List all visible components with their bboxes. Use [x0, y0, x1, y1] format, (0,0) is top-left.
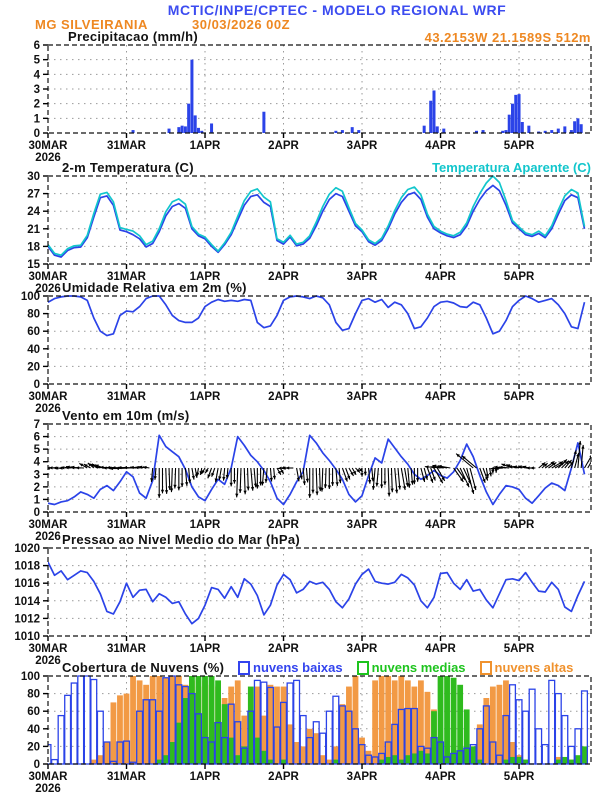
temperature-chart — [0, 171, 612, 295]
cloud-bar-orange — [294, 742, 300, 764]
apparent-temperature-label: Temperatura Aparente (C) — [432, 160, 591, 175]
cloud-bar-green — [163, 755, 169, 764]
cloud-bar-green — [562, 757, 568, 764]
wind-chart — [0, 419, 612, 543]
cloud-bar-green — [261, 751, 267, 764]
x-tick-label: 31MAR — [107, 643, 146, 655]
plot-frame — [48, 548, 591, 636]
wind-arrowhead — [364, 472, 367, 476]
y-tick-label: 20 — [27, 741, 40, 754]
cloud-bar-green — [228, 738, 234, 764]
plot-frame — [48, 296, 591, 384]
wind-arrowhead — [165, 490, 168, 494]
cloud-bar-orange — [326, 760, 332, 764]
cloud-bar-green — [379, 760, 385, 764]
wind-arrowhead — [123, 466, 127, 469]
high-clouds-swatch-icon — [480, 661, 492, 675]
cloud-bar-green — [202, 676, 208, 764]
cloud-bar-orange — [379, 676, 385, 764]
x-tick-label: 3APR — [346, 643, 378, 655]
x-tick-label: 1APR — [189, 771, 221, 783]
x-tick-label: 2APR — [268, 643, 299, 655]
precipitation-chart — [0, 40, 612, 164]
cloud-bar-green — [281, 760, 287, 764]
x-tick-label: 3APR — [346, 271, 378, 283]
cloud-bar-low — [549, 680, 555, 764]
cloud-bar-orange — [483, 698, 489, 764]
wind-arrowhead — [331, 482, 334, 486]
cloud-bar-green — [477, 760, 483, 764]
line-blue — [48, 296, 585, 336]
x-tick-label: 3APR — [346, 771, 378, 783]
cloud-bar-low — [58, 716, 64, 764]
x-tick-label: 31MAR — [107, 271, 146, 283]
y-tick-label: 1 — [33, 113, 40, 126]
x-tick-label: 5APR — [503, 391, 535, 403]
x-tick-label: 30MAR — [28, 519, 68, 531]
cloud-bar-orange — [353, 676, 359, 764]
cloud-bar-orange — [339, 704, 345, 764]
wind-arrowhead — [320, 488, 323, 492]
cloud-bar-orange — [300, 746, 306, 764]
cloud-bar-green — [555, 760, 561, 764]
cloud-bar-green — [222, 704, 228, 764]
precip-bar — [351, 127, 354, 133]
cloud-bar-green — [464, 709, 470, 764]
y-tick-label: 1016 — [14, 578, 40, 591]
cloud-bar-green — [516, 757, 522, 764]
wind-arrow — [316, 468, 317, 495]
series-group — [42, 435, 595, 504]
y-tick-label: 24 — [27, 206, 40, 219]
wind-arrowhead — [495, 469, 498, 473]
y-tick-label: 40 — [27, 343, 40, 356]
wind-arrowhead — [230, 483, 233, 487]
wind-arrowhead — [235, 494, 238, 498]
y-tick-label: 0 — [33, 507, 40, 519]
x-tick-label: 5APR — [503, 519, 535, 531]
wind-arrowhead — [391, 489, 394, 493]
precip-bar — [521, 122, 524, 133]
wind-arrowhead — [530, 466, 534, 469]
cloud-bar-green — [189, 676, 195, 764]
panel-title-clouds: Cobertura de Nuvens (%) — [62, 660, 225, 675]
cloud-bar-orange — [372, 680, 378, 764]
wind-arrow — [467, 468, 474, 494]
wind-arrowhead — [158, 494, 161, 498]
wind-arrowhead — [233, 480, 236, 484]
cloud-bar-low — [523, 711, 529, 764]
low-clouds-swatch-icon — [238, 661, 250, 675]
wind-arrowhead — [387, 493, 390, 497]
y-tick-label: 4 — [33, 69, 40, 82]
wind-arrow — [237, 468, 238, 497]
wind-arrowhead — [345, 478, 348, 482]
cloud-bar-orange — [503, 680, 509, 764]
wind-arrowhead — [380, 485, 383, 489]
x-tick-label: 30MAR — [28, 391, 68, 403]
humidity-chart — [0, 291, 612, 415]
x-tick-label: 31MAR — [107, 519, 146, 531]
cloud-bar-low — [529, 689, 535, 764]
y-tick-label: 80 — [27, 688, 40, 701]
x-tick-label: 30MAR — [28, 643, 68, 655]
precip-bar — [518, 94, 521, 133]
cloud-bar-orange — [117, 695, 123, 764]
wind-arrow — [42, 468, 48, 469]
x-tick-label: 1APR — [189, 140, 221, 152]
wind-arrowhead — [430, 479, 433, 483]
y-tick-label: 27 — [27, 188, 40, 201]
cloud-bar-orange — [490, 687, 496, 764]
x-tick-label: 2APR — [268, 519, 299, 531]
cloud-bar-green — [196, 676, 202, 764]
cloud-bar-low — [562, 716, 568, 764]
wind-arrowhead — [177, 487, 180, 491]
wind-arrowhead — [103, 466, 107, 469]
cloud-bar-low — [65, 695, 71, 764]
cloud-bar-green — [182, 698, 188, 764]
precip-bar — [436, 126, 439, 133]
cloud-bar-orange — [411, 687, 417, 764]
x-tick-label: 5APR — [503, 771, 535, 783]
x-tick-year-label: 2026 — [35, 283, 61, 295]
wind-arrow — [244, 468, 245, 494]
cloud-bar-orange — [425, 692, 431, 764]
legend-item-low-clouds — [238, 660, 343, 675]
wind-arrowhead — [247, 487, 250, 491]
y-tick-label: 15 — [27, 259, 40, 271]
cloud-bar-low — [71, 683, 77, 764]
precip-bar — [563, 126, 566, 133]
cloud-bar-green — [392, 755, 398, 764]
panel-title-temperature: 2-m Temperatura (C) — [62, 160, 194, 175]
precip-bar — [423, 126, 426, 133]
page-title: MCTIC/INPE/CPTEC - MODELO REGIONAL WRF — [167, 2, 507, 18]
cloud-bar-orange — [307, 729, 313, 764]
x-tick-year-label: 2026 — [35, 152, 61, 164]
cloud-bar-green — [248, 687, 254, 764]
wind-arrowhead — [360, 473, 363, 477]
cloud-bar-green — [418, 751, 424, 764]
series-group — [48, 176, 585, 257]
cloud-bar-green — [333, 760, 339, 764]
wind-arrowhead — [324, 484, 327, 488]
cloud-bar-orange — [97, 755, 103, 764]
precip-bar — [508, 115, 511, 133]
x-tick-label: 31MAR — [107, 140, 146, 152]
x-tick-label: 2APR — [268, 140, 299, 152]
y-tick-label: 1 — [33, 494, 40, 507]
cloud-bar-orange — [359, 738, 365, 764]
y-tick-label: 6 — [33, 431, 40, 444]
cloud-bar-orange — [156, 676, 162, 764]
x-tick-label: 5APR — [503, 140, 535, 152]
y-tick-label: 7 — [33, 419, 40, 431]
cloud-bar-green — [510, 757, 516, 764]
y-tick-label: 60 — [27, 706, 40, 719]
cloud-bar-orange — [268, 685, 274, 764]
cloud-bar-green — [268, 760, 274, 764]
wind-arrow — [240, 468, 241, 493]
panel-title-humidity: Umidade Relativa em 2m (%) — [62, 280, 247, 295]
x-tick-label: 30MAR — [28, 140, 68, 152]
x-tick-label: 5APR — [503, 643, 535, 655]
cloud-bar-orange — [143, 685, 149, 764]
x-tick-label: 1APR — [189, 391, 221, 403]
legend-label-mid: nuvens medias — [371, 660, 466, 675]
precip-bar — [442, 129, 445, 133]
cloud-bar-orange — [385, 676, 391, 764]
cloud-bar-orange — [320, 755, 326, 764]
y-tick-label: 3 — [33, 84, 40, 96]
plot-area — [48, 296, 591, 384]
cloud-bar-green — [457, 685, 463, 764]
panel-title-wind: Vento em 10m (m/s) — [62, 408, 190, 423]
cloud-bar-orange — [274, 687, 280, 764]
y-tick-label: 30 — [27, 171, 40, 183]
x-tick-label: 2APR — [268, 391, 299, 403]
cloud-bar-orange — [346, 687, 352, 764]
mid-clouds-swatch-icon — [357, 661, 369, 675]
cloud-bar-low — [91, 680, 97, 764]
y-tick-label: 1010 — [14, 631, 40, 643]
precip-bar — [432, 90, 435, 133]
cloud-bar-green — [575, 755, 581, 764]
precip-bar — [181, 126, 184, 133]
y-tick-label: 1018 — [14, 560, 40, 573]
legend-label-high: nuvens altas — [494, 660, 574, 675]
cloud-bar-green — [176, 723, 182, 764]
x-tick-label: 5APR — [503, 271, 535, 283]
cloud-bar-orange — [137, 680, 143, 764]
precip-bar — [197, 128, 200, 133]
cloud-bar-green — [405, 755, 411, 764]
series-group — [48, 562, 585, 624]
cloud-bar-green — [568, 760, 574, 764]
precip-bar — [527, 126, 530, 133]
cloud-bar-orange — [150, 676, 156, 764]
wind-arrowhead — [311, 490, 314, 494]
wind-arrow — [395, 468, 397, 493]
wind-arrowhead — [208, 474, 211, 478]
cloud-bar-green — [425, 753, 431, 764]
x-tick-label: 4APR — [425, 643, 456, 655]
wind-arrowhead — [173, 485, 176, 489]
cloud-bar-orange — [477, 724, 483, 764]
y-tick-label: 6 — [33, 40, 40, 52]
y-tick-label: 2 — [33, 98, 40, 111]
station-coordinates: 43.2153W 21.1589S 512m — [424, 30, 591, 45]
cloud-bar-orange — [104, 742, 110, 764]
plot-area — [48, 548, 591, 636]
cloud-bar-orange — [287, 724, 293, 764]
x-tick-label: 1APR — [189, 271, 221, 283]
cloud-bar-low — [326, 711, 332, 764]
x-tick-label: 30MAR — [28, 271, 68, 283]
x-tick-year-label: 2026 — [35, 403, 61, 415]
wind-arrowhead — [347, 476, 350, 480]
y-tick-label: 60 — [27, 326, 40, 339]
wind-arrowhead — [308, 494, 311, 498]
precip-bar — [168, 129, 171, 133]
cloud-bar-green — [523, 760, 529, 764]
cloud-bar-green — [438, 676, 444, 764]
x-tick-label: 3APR — [346, 519, 378, 531]
x-tick-year-label: 2026 — [35, 783, 61, 792]
precip-bar — [262, 112, 265, 133]
precip-bar — [429, 101, 432, 133]
wind-arrowhead — [383, 481, 386, 485]
y-tick-label: 2 — [33, 481, 40, 494]
precip-bar — [187, 104, 190, 133]
x-tick-label: 3APR — [346, 140, 378, 152]
cloud-bar-green — [582, 746, 588, 764]
cloud-bar-orange — [111, 702, 117, 764]
cloud-bar-green — [398, 760, 404, 764]
cloud-bar-orange — [313, 733, 319, 764]
cloud-bar-orange — [497, 685, 503, 764]
precip-bar — [194, 115, 197, 133]
x-tick-label: 2APR — [268, 771, 299, 783]
cloud-bar-orange — [392, 680, 398, 764]
line-cyan — [48, 176, 585, 255]
wind-arrowhead — [170, 488, 173, 492]
cloud-bar-green — [241, 746, 247, 764]
y-tick-label: 5 — [33, 444, 40, 457]
precip-bar — [210, 123, 213, 133]
cloud-bar-green — [385, 757, 391, 764]
y-tick-label: 100 — [20, 671, 40, 683]
y-tick-label: 40 — [27, 723, 40, 736]
wind-arrowhead — [211, 473, 214, 477]
y-tick-label: 0 — [33, 379, 40, 391]
panel-title-pressure: Pressao ao Nivel Medio do Mar (hPa) — [62, 532, 301, 547]
cloud-bar-green — [503, 760, 509, 764]
precip-bar — [177, 127, 180, 133]
y-tick-label: 1020 — [14, 543, 40, 555]
wind-arrowhead — [42, 467, 46, 470]
y-tick-label: 3 — [33, 469, 40, 482]
y-tick-label: 4 — [33, 456, 40, 469]
run-datetime: 30/03/2026 00Z — [192, 17, 291, 32]
panel-title-precipitation: Precipitacao (mm/h) — [68, 29, 198, 44]
cloud-bar-low — [84, 676, 90, 764]
cloud-bar-orange — [163, 678, 169, 764]
x-tick-label: 1APR — [189, 643, 221, 655]
cloud-bar-low — [52, 760, 58, 764]
precip-bar — [190, 60, 193, 133]
y-tick-label: 21 — [27, 223, 40, 236]
y-tick-label: 1012 — [14, 613, 40, 626]
wind-arrowhead — [239, 489, 242, 493]
cloud-bar-low — [78, 676, 84, 764]
precip-bar — [184, 126, 187, 133]
series-group — [132, 60, 583, 133]
cloud-bar-green — [470, 746, 476, 764]
x-tick-label: 30MAR — [28, 771, 68, 783]
pressure-chart — [0, 543, 612, 667]
cloud-bar-green — [209, 676, 215, 764]
precip-bar — [573, 121, 576, 133]
cloud-bar-orange — [398, 676, 404, 764]
wind-arrowhead — [315, 491, 318, 495]
cloud-bar-orange — [405, 680, 411, 764]
precip-bar — [514, 95, 517, 133]
line-blue — [48, 562, 585, 624]
station-label: MG SILVEIRANIA — [35, 17, 148, 32]
cloud-bar-orange — [130, 676, 136, 764]
x-tick-year-label: 2026 — [35, 531, 61, 543]
cloud-bar-green — [444, 676, 450, 764]
cloud-bar-green — [235, 755, 241, 764]
precip-bar — [334, 131, 337, 133]
cloud-bar-orange — [91, 760, 97, 764]
x-tick-year-label: 2026 — [35, 655, 61, 667]
cloud-legend — [238, 660, 573, 675]
cloud-bar-green — [156, 760, 162, 764]
x-tick-label: 2APR — [268, 271, 299, 283]
cloud-bar-green — [451, 678, 457, 764]
cloud-bar-green — [411, 753, 417, 764]
precip-bar — [580, 124, 583, 133]
y-tick-label: 80 — [27, 308, 40, 321]
y-tick-label: 20 — [27, 361, 40, 374]
precip-bar — [511, 104, 514, 133]
cloud-bar-orange — [281, 687, 287, 764]
x-tick-label: 4APR — [425, 271, 456, 283]
x-tick-label: 4APR — [425, 771, 456, 783]
x-tick-label: 3APR — [346, 391, 378, 403]
clouds-chart — [0, 671, 612, 792]
wind-arrow — [166, 468, 167, 494]
y-tick-label: 18 — [27, 241, 40, 254]
x-tick-label: 4APR — [425, 391, 456, 403]
wind-arrowhead — [243, 491, 246, 495]
wind-arrowhead — [416, 478, 419, 482]
x-tick-label: 31MAR — [107, 391, 146, 403]
y-tick-label: 0 — [33, 128, 40, 140]
cloud-bar-orange — [124, 694, 130, 764]
cloud-bar-orange — [366, 751, 372, 764]
precip-bar — [550, 130, 553, 133]
precip-bar — [576, 118, 579, 133]
wind-arrowhead — [286, 466, 290, 469]
legend-label-low: nuvens baixas — [253, 660, 343, 675]
y-tick-label: 100 — [20, 291, 40, 303]
x-tick-label: 31MAR — [107, 771, 146, 783]
wind-arrowhead — [75, 466, 79, 469]
wind-arrowhead — [161, 490, 164, 494]
y-tick-label: 5 — [33, 54, 40, 67]
legend-item-mid-clouds — [357, 660, 466, 675]
x-tick-label: 4APR — [425, 519, 456, 531]
x-tick-label: 4APR — [425, 140, 456, 152]
cloud-bar-green — [169, 742, 175, 764]
legend-item-high-clouds — [480, 660, 574, 675]
cloud-bar-low — [542, 745, 548, 764]
series-group — [48, 296, 585, 336]
cloud-bar-green — [254, 738, 260, 764]
y-tick-label: 0 — [33, 759, 40, 771]
y-tick-label: 1014 — [14, 595, 40, 608]
x-tick-label: 1APR — [189, 519, 221, 531]
wind-arrow — [388, 468, 389, 497]
precip-bar — [557, 129, 560, 133]
wind-arrowhead — [591, 456, 594, 460]
